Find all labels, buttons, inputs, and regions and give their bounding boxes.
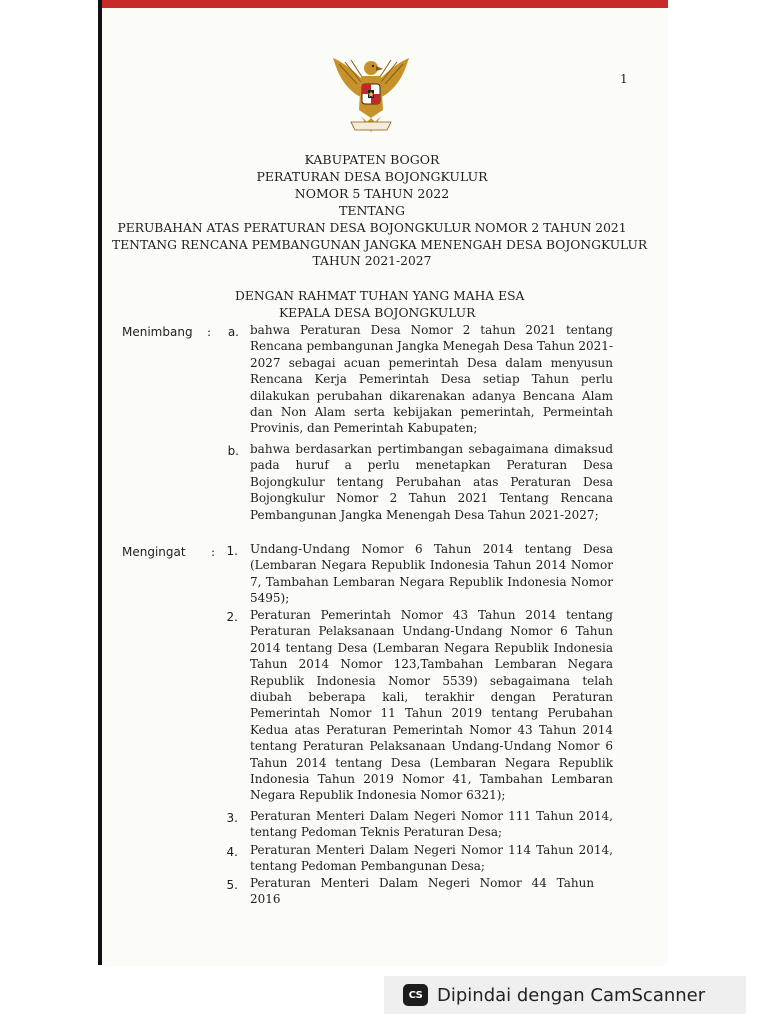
- header-tentang: TENTANG: [338, 203, 405, 218]
- menimbang-colon: :: [207, 325, 212, 339]
- garuda-emblem-icon: [327, 52, 415, 140]
- page-number: 1: [620, 72, 628, 86]
- menimbang-marker-b: b.: [227, 444, 239, 458]
- mengingat-label: Mengingat: [122, 545, 186, 559]
- mengingat-colon: :: [211, 545, 216, 559]
- mengingat-item-3: Peraturan Menteri Dalam Negeri Nomor 111 Tahun 2014, tentang Pedoman Teknis Peraturan Desa;: [250, 809, 613, 840]
- mengingat-marker-3: 3.: [226, 811, 238, 825]
- menimbang-item-a: bahwa Peraturan Desa Nomor 2 tahun 2021 tentang Rencana pembangunan Jangka Menegah Desa Tahun 2021-2027 sebagai acuan pemerintah Desa dalam menyusun Rencana Kerja Pemerintah Desa setiap Tahun perlu dilakukan perubahan dikarenakan adanya Bencana Alam dan Non Alam serta kebijakan pemerintah, Permeintah Provinis, dan Pemerintah Kabupaten;: [250, 323, 613, 436]
- menimbang-label: Menimbang: [122, 325, 193, 339]
- preamble: [235, 288, 524, 321]
- title-line: TENTANG RENCANA PEMBANGUNAN JANGKA MENENGAH DESA BOJONGKULUR: [112, 237, 648, 252]
- preamble-line: DENGAN RAHMAT TUHAN YANG MAHA ESA: [235, 289, 525, 303]
- mengingat-item-2: Peraturan Pemerintah Nomor 43 Tahun 2014 tentang Peraturan Pelaksanaan Undang-Undang Nomor 6 Tahun 2014 tentang Desa (Lembaran Negara Republik Indonesia Tahun 2014 Nomor 123,Tambahan Lembaran Negara Republik Indonesia Nomor 5539) sebagaimana telah diubah beberapa kali, terakhir dengan Peraturan Pemerintah Nomor 11 Tahun 2019 tentang Perubahan Kedua atas Peraturan Pemerintah Nomor 43 Tahun 2014 tentang Peraturan Pelaksanaan Undang-Undang Nomor 6 Tahun 2014 tentang Desa (Lembaran Negara Republik Indonesia Tahun 2019 Nomor 41, Tambahan Lembaran Negara Republik Indonesia Nomor 6321);: [250, 608, 613, 803]
- mengingat-marker-5: 5.: [226, 878, 238, 892]
- title-line: PERUBAHAN ATAS PERATURAN DESA BOJONGKULUR NOMOR 2 TAHUN 2021: [117, 221, 627, 235]
- menimbang-item-b: bahwa berdasarkan pertimbangan sebagaimana dimaksud pada huruf a perlu menetapkan Peraturan Desa Bojongkulur tentang Perubahan atas Peraturan Desa Bojongkulur Nomor 2 Tahun 2021 Tentang Rencana Pembangunan Jangka Menengah Desa Tahun 2021-2027;: [250, 442, 613, 522]
- header-kabupaten: KABUPATEN BOGOR: [304, 152, 440, 167]
- regulation-title: [112, 220, 648, 270]
- header-nomor: NOMOR 5 TAHUN 2022: [294, 186, 450, 201]
- preamble-line: KEPALA DESA BOJONGKULUR: [279, 305, 476, 320]
- camscanner-label: Dipindai dengan CamScanner: [437, 984, 706, 1006]
- camscanner-watermark: [384, 976, 746, 1014]
- title-line: TAHUN 2021-2027: [312, 254, 432, 268]
- header-peraturan: PERATURAN DESA BOJONGKULUR: [256, 169, 488, 184]
- mengingat-item-5: Peraturan Menteri Dalam Negeri Nomor 44 Tahun 2016: [250, 876, 595, 907]
- mengingat-item-1: Undang-Undang Nomor 6 Tahun 2014 tentang Desa (Lembaran Negara Republik Indonesia Tahun 2014 Nomor 7, Tambahan Lembaran Negara Republik Indonesia Nomor 5495);: [250, 542, 613, 606]
- menimbang-marker-a: a.: [227, 325, 239, 339]
- mengingat-marker-1: 1.: [226, 544, 238, 558]
- mengingat-marker-4: 4.: [226, 845, 238, 859]
- mengingat-item-4: Peraturan Menteri Dalam Negeri Nomor 114 Tahun 2014, tentang Pedoman Pembangunan Desa;: [250, 843, 613, 874]
- mengingat-marker-2: 2.: [226, 610, 238, 624]
- camscanner-logo-icon: CS: [403, 984, 428, 1006]
